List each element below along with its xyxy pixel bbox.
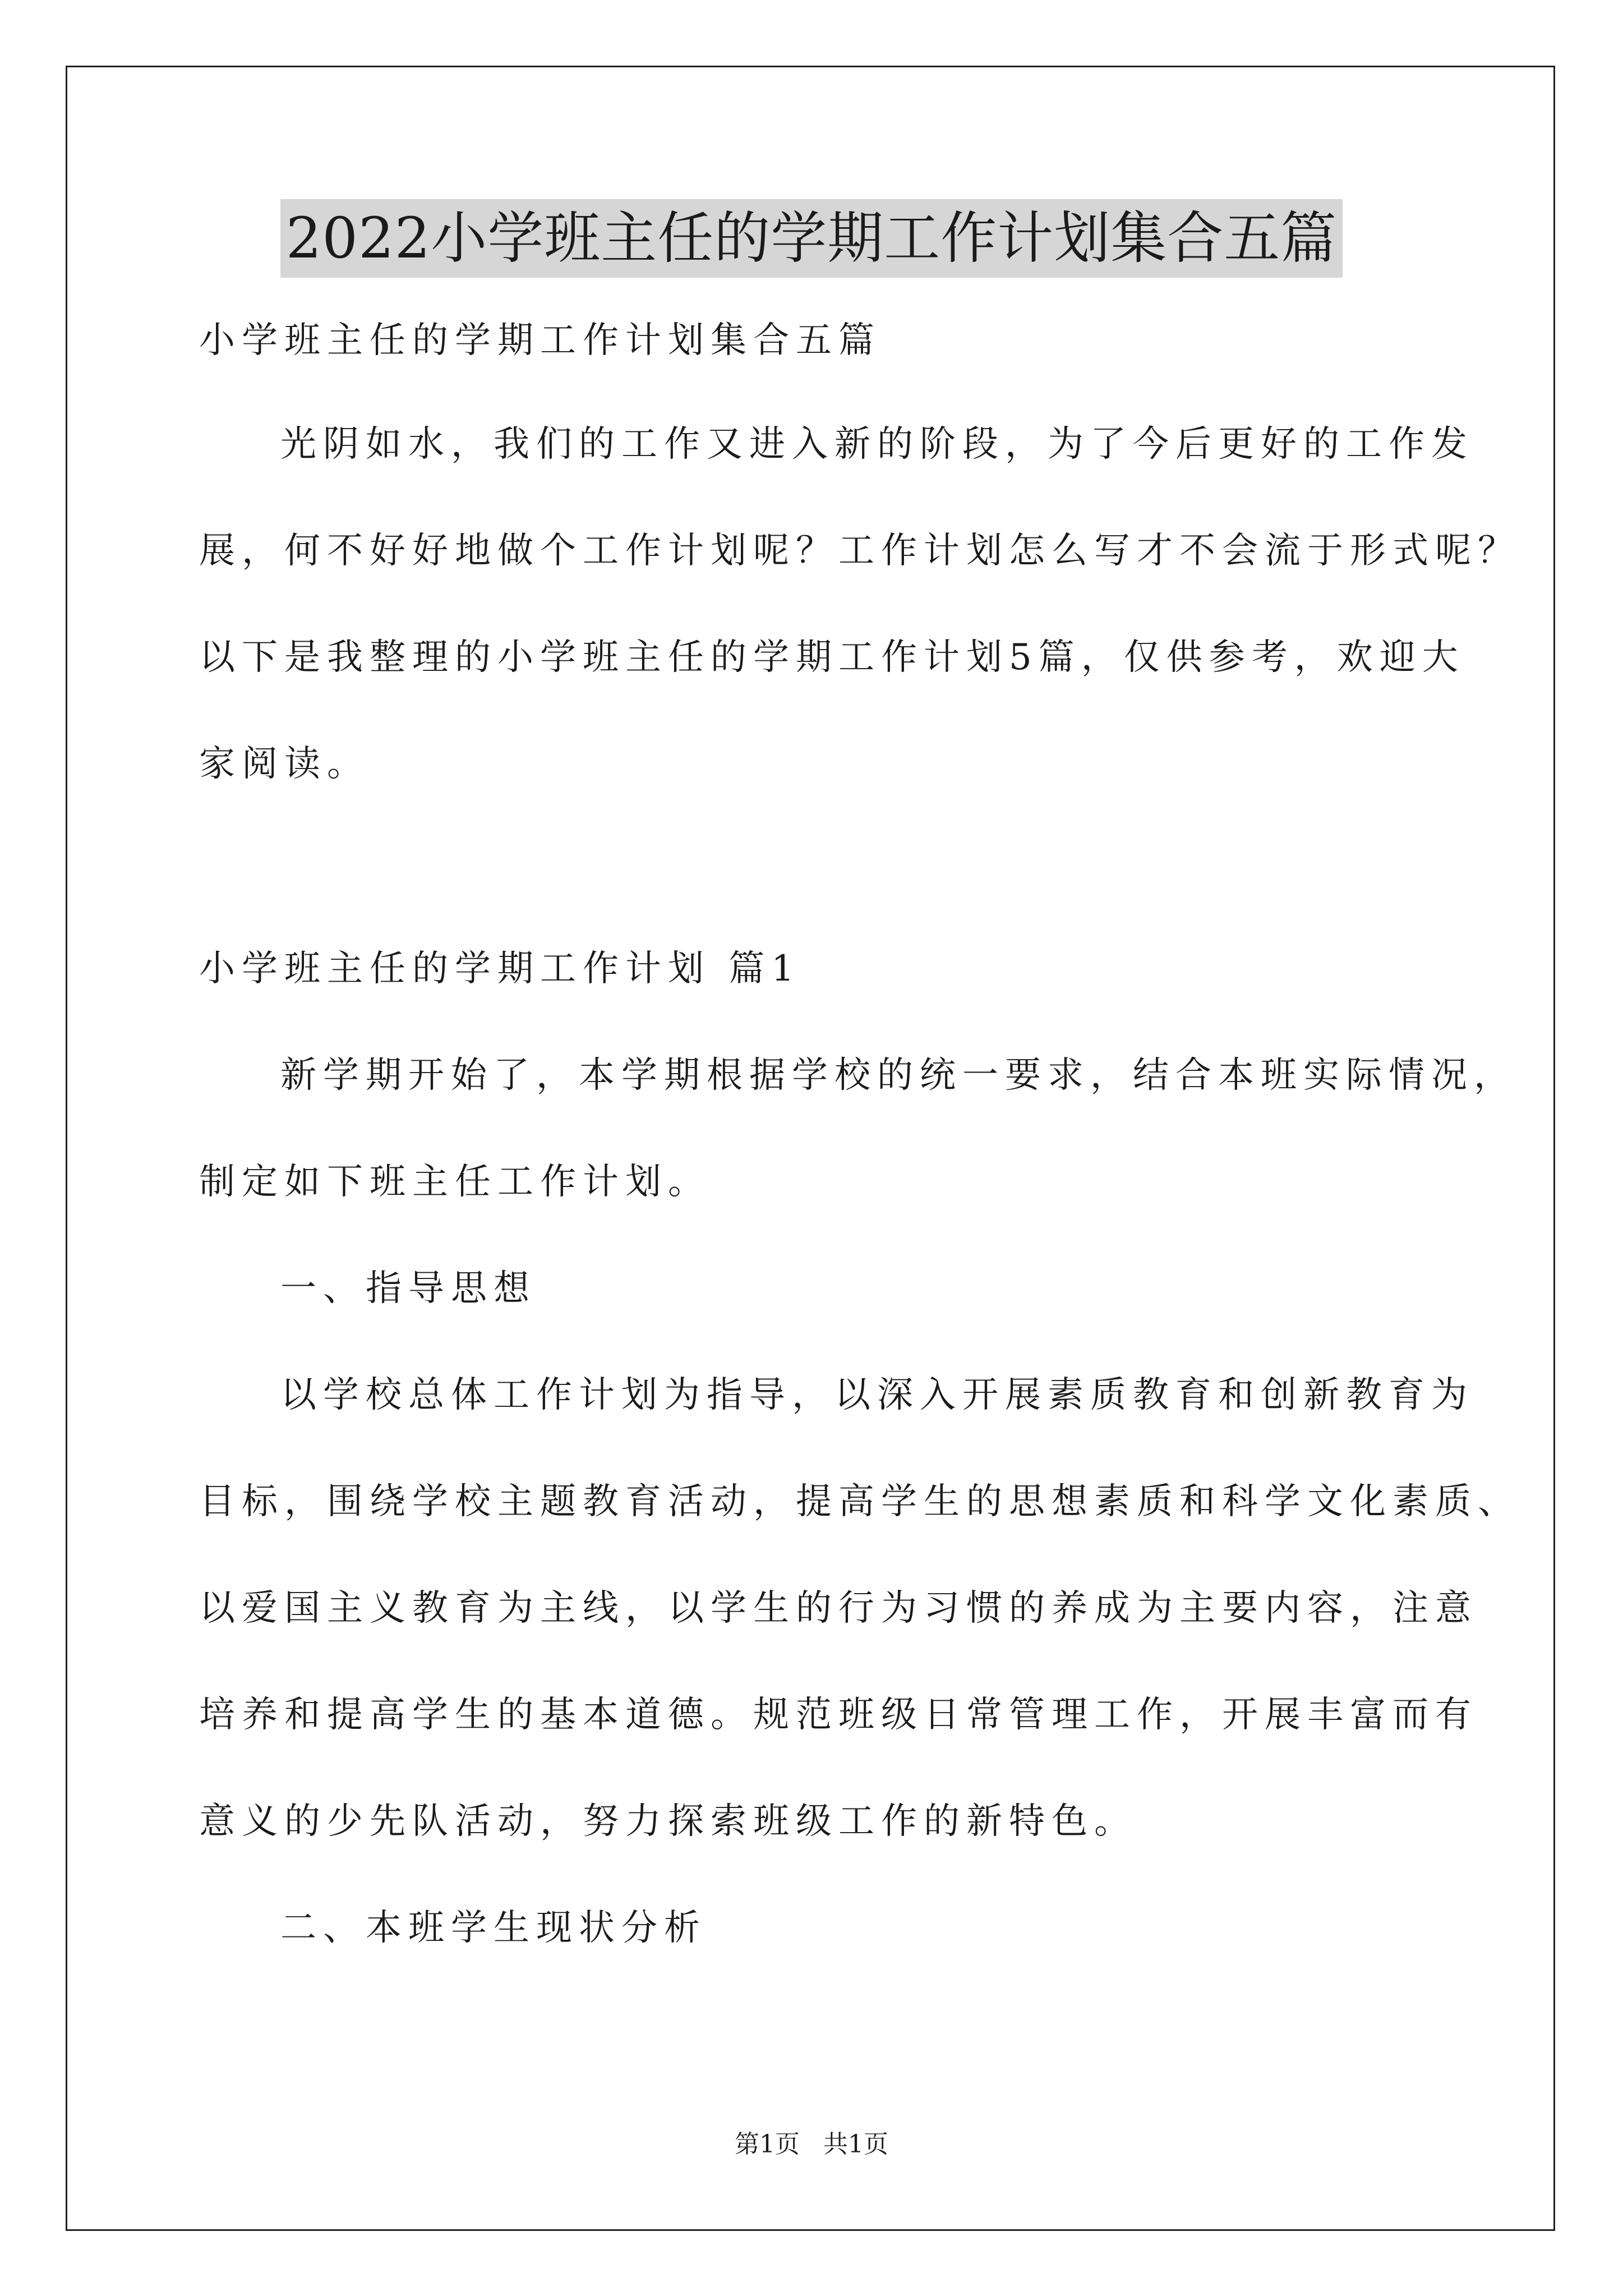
- document-title: 2022小学班主任的学期工作计划集合五篇: [280, 199, 1343, 278]
- intro-line-3: 以下是我整理的小学班主任的学期工作计划5篇，仅供参考，欢迎大: [199, 637, 1465, 678]
- intro-line-2: 展，何不好好地做个工作计划呢？工作计划怎么写才不会流于形式呢？: [199, 530, 1520, 572]
- document-subtitle: 小学班主任的学期工作计划集合五篇: [199, 320, 881, 361]
- heading-student-analysis: 二、本班学生现状分析: [280, 1907, 707, 1949]
- heading-guiding-thought: 一、指导思想: [280, 1268, 536, 1309]
- guide-line-5: 意义的少先队活动，努力探索班级工作的新特色。: [199, 1801, 1137, 1842]
- title-container: [0, 199, 1623, 278]
- guide-line-3: 以爱国主义教育为主线，以学生的行为习惯的养成为主要内容，注意: [199, 1588, 1478, 1629]
- section-intro-line-2: 制定如下班主任工作计划。: [199, 1161, 711, 1203]
- intro-line-1: 光阴如水，我们的工作又进入新的阶段，为了今后更好的工作发: [280, 424, 1474, 465]
- guide-line-2: 目标，围绕学校主题教育活动，提高学生的思想素质和科学文化素质、: [199, 1481, 1520, 1522]
- intro-line-4: 家阅读。: [199, 743, 370, 785]
- guide-line-1: 以学校总体工作计划为指导，以深入开展素质教育和创新教育为: [280, 1374, 1474, 1416]
- guide-line-4: 培养和提高学生的基本道德。规范班级日常管理工作，开展丰富而有: [199, 1694, 1478, 1736]
- section-heading: 小学班主任的学期工作计划 篇1: [199, 948, 801, 990]
- section-intro-line-1: 新学期开始了，本学期根据学校的统一要求，结合本班实际情况，: [280, 1055, 1516, 1096]
- page-footer: 第1页 共1页: [735, 2130, 888, 2159]
